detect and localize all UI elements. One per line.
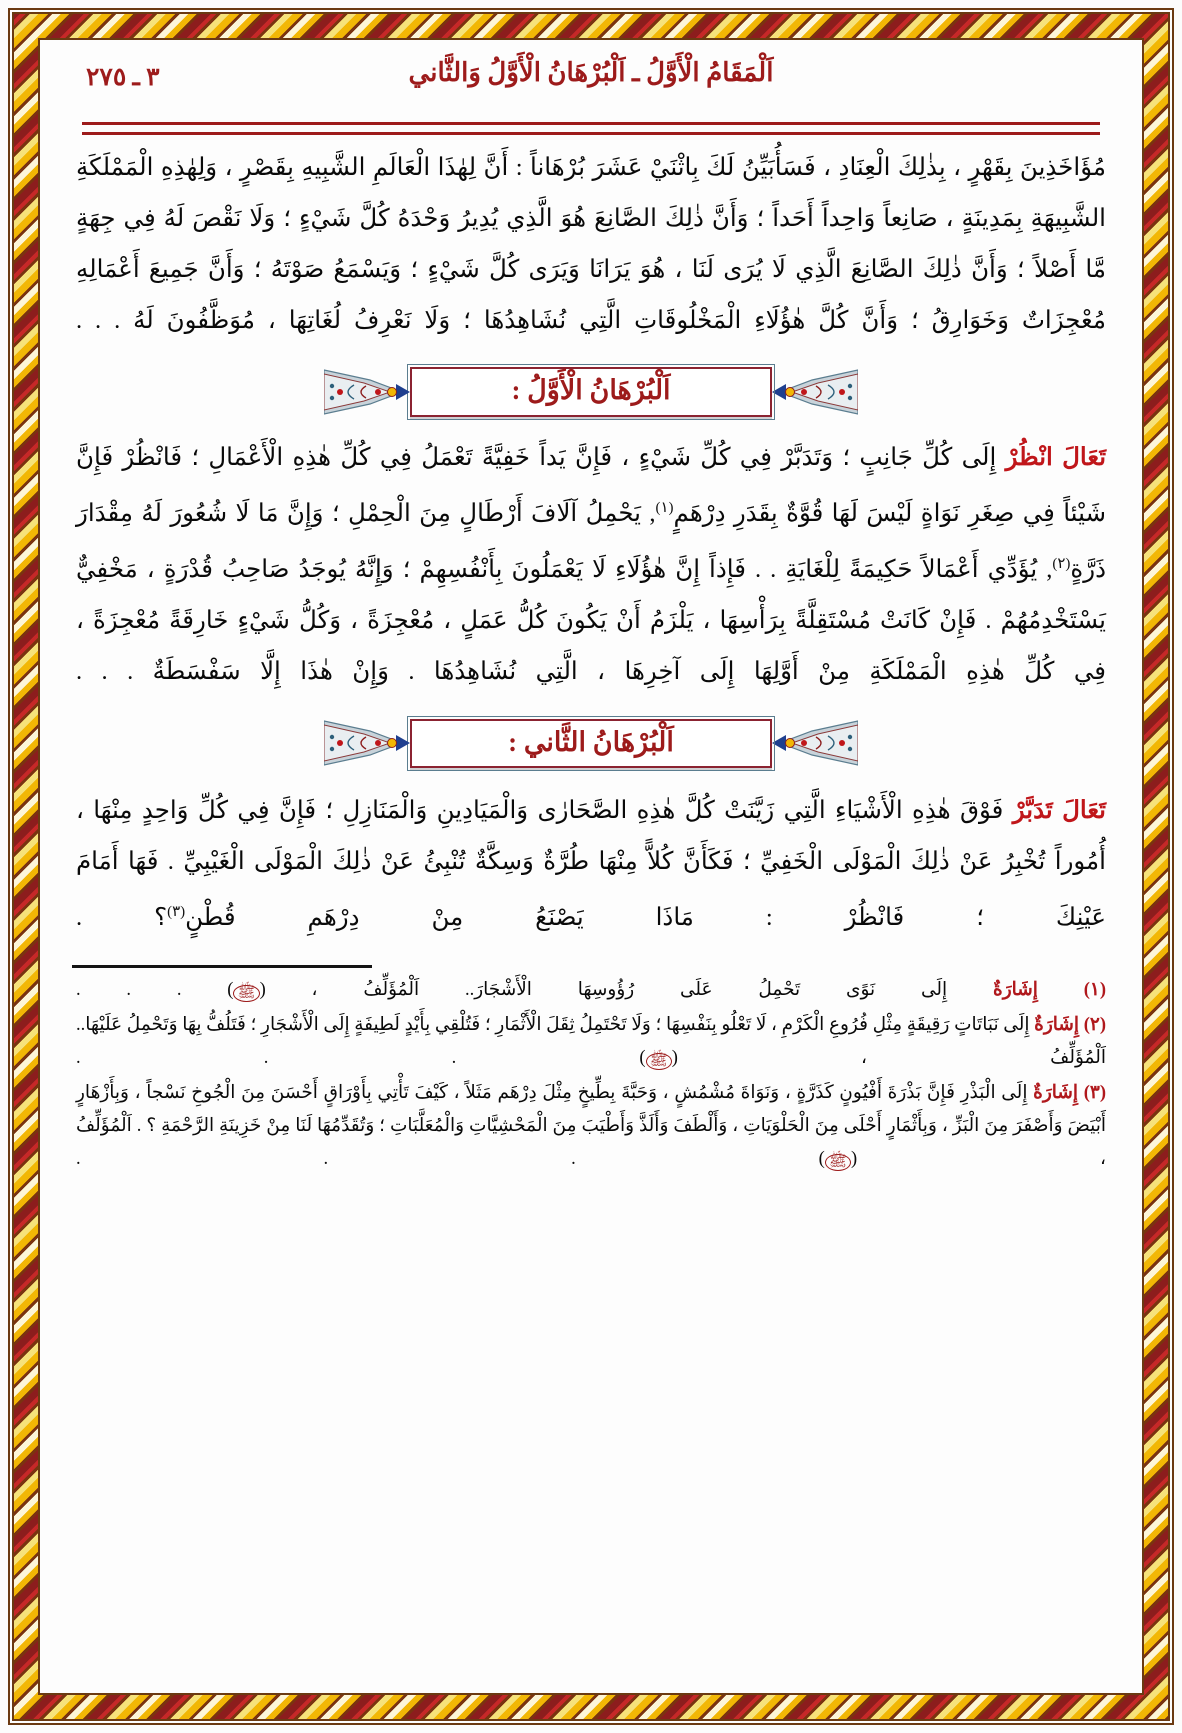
first-proof-lead: تَعَالَ انْظُرْ [1005,444,1107,471]
footnote-marker-3[interactable]: (٣) [167,904,186,921]
footnote-item [76,1009,1106,1075]
ornament-left-icon [772,366,858,418]
first-proof-text-b: , يَحْمِلُ آلَافَ أَرْطَالٍ مِنَ الْحِمْلِ ؛ وَإِنَّ مَا لَا شُعُورَ لَهُ مِقْدَارَ ذَرَّةٍ [76,500,1106,584]
section-heading-first-proof [72,362,1110,422]
footnote-text: إِلَى الْبَذْرِ فَإِنَّ بَذْرَةَ أَفْيُونٍ كَذَرَّةٍ ، وَنَوَاةَ مُشْمُشٍ ، وَحَبَّةَ بِطِّيخٍ مِثْلَ دِرْهَم مَثَلاً ، كَيْفَ تَأْتِي بِأَوْرَاقٍ أَحْسَنَ مِنَ الْجُوخِ نَسْجاً ، وَبِأَزْهَارٍ أَبْيَضَ وَأَصْفَرَ مِنَ الْبَزِّ ، وَبِأَثْمَارٍ أَحْلَى مِنَ الْحَلْوَيَاتِ ، وَأَلْطَفَ وَأَلَذَّ وَأَطْيَبَ مِنَ الْمَحْشِيَّاتِ وَالْمُعَلَّبَاتِ ؛ وَتُقَدِّمُهَا لَنَا مِنْ خَزِينَةِ الرَّحْمَةِ ؟ . اَلْمُؤَلِّفُ ، ( [76,1083,1106,1170]
footnote-number: (٢) [1083,1015,1107,1036]
footnote-number: (٣) [1083,1083,1107,1104]
footnote-item [76,974,1106,1007]
intro-paragraph: مُؤَاخَذِينَ بِقَهْرٍ ، بِذٰلِكَ الْعِنَادِ ، فَسَأُبَيِّنُ لَكَ بِاثْنَيْ عَشَرَ بُرْهَاناً : أَنَّ لِهٰذَا الْعَالَمِ الشَّبِيهِ بِقَصْرٍ ، وَلِهٰذِهِ الْمَمْلَكَةِ الشَّبِيهَةِ بِمَدِينَةٍ ، صَانِعاً وَاحِداً أَحَداً ؛ وَأَنَّ ذٰلِكَ الصَّانِعَ هُوَ الَّذِي يُدِيرُ وَحْدَهُ كُلَّ شَيْءٍ ؛ وَلَا نَقْصَ لَهُ فِي جِهَةٍ مَّا أَصْلاً ؛ وَأَنَّ ذٰلِكَ الصَّانِعَ الَّذِي لَا يُرَى لَنَا ، هُوَ يَرَانَا وَيَرَى كُلَّ شَيْءٍ ؛ وَيَسْمَعُ صَوْتَهُ ؛ وَأَنَّ جَمِيعَ أَعْمَالِهِ مُعْجِزَاتٌ وَخَوَارِقُ ؛ وَأَنَّ كُلَّ هٰؤُلَاءِ الْمَخْلُوقَاتِ الَّتِي نُشَاهِدُهَا ؛ وَلَا نَعْرِفُ لُغَاتِهَا ، مُوَظَّفُونَ لَهُ . . . [76,154,1106,334]
footnote-tail: ) . . . [76,1048,646,1069]
page-title: اَلْمَقَامُ الْأَوَّلُ ـ اَلْبُرْهَانُ الْأَوَّلُ وَالثَّاني [408,58,774,87]
footnotes-section [72,974,1110,1176]
page-header [72,50,1110,128]
heading-text-second-proof: اَلْبُرْهَانُ الثَّاني : [508,726,674,757]
first-proof-text-c: , يُؤَدِّي أَعْمَالاً حَكِيمَةً لِلْغَايَةِ . . فَإِذاً إِنَّ هٰؤُلَاءِ لَا يَعْمَلُونَ بِأَنْفُسِهِمْ ؛ وَإِنَّهُ يُوجَدُ صَاحِبُ قُدْرَةٍ ، مَخْفِيٌّ يَسْتَخْدِمُهُمْ . فَإِنْ كَانَتْ مُسْتَقِلَّةً بِرَأْسِهَا ، يَلْزَمُ أَنْ يَكُونَ كُلُّ عَمَلٍ ، مُعْجِزَةً ، وَكُلُّ شَيْءٍ خَارِقَةً مُعْجِزَةً ، فِي كُلِّ هٰذِهِ الْمَمْلَكَةِ مِنْ أَوَّلِهَا إِلَى آخِرِهَا ، الَّتِي نُشَاهِدُهَا . وَإِنْ هٰذَا إِلَّا سَفْسَطَةٌ . . . [76,556,1106,686]
footnote-tail: ) . . . [76,1149,825,1170]
footnote-text: إِلَى نَوًى تَحْمِلُ عَلَى رُؤُوسِهَا الْأَشْجَارَ.. اَلْمُؤَلِّفُ ، ( [259,980,948,1001]
second-proof-lead: تَعَالَ تَدَبَّرْ [1012,797,1106,825]
first-proof-paragraph [72,432,1110,697]
footnote-lead: إِشَارَةٌ [1033,1083,1079,1104]
ornament-right-icon [324,366,410,418]
footnote-lead: إِشَارَةٌ [993,980,1038,1001]
header-divider [82,122,1100,135]
ornament-right-icon [324,717,410,769]
footnote-text: إِلَى نَبَاتَاتٍ رَقِيقَةٍ مِثْلِ فُرُوعِ الْكَرْمِ ، لَا تَعْلُو بِنَفْسِهَا ؛ وَلَا تَحْتَمِلُ ثِقَلَ الْأَثْمَارِ ؛ فَتُلْقِي بِأَيْدٍ لَطِيفَةٍ إِلَى الْأَشْجَارِ ؛ فَتَلُفُّ بِهَا وَتَحْمِلُ عَلَيْهَا.. اَلْمُؤَلِّفُ ، ( [76,1015,1106,1069]
heading-box-first-proof [410,367,772,416]
salawat-seal-icon: ﷺ [233,985,259,1002]
salawat-seal-icon: ﷺ [825,1154,851,1171]
footnote-separator [72,965,372,968]
footnote-item [76,1077,1106,1176]
second-proof-paragraph [72,785,1110,943]
footnote-tail: ) . . . [76,980,234,1001]
footnote-marker-1[interactable]: (١) [655,500,674,516]
footnote-marker-2[interactable]: (٢) [1052,556,1071,573]
page-content [62,50,1120,1675]
footnote-number: (١) [1083,980,1106,1001]
second-proof-tail: ؟ . [76,904,168,932]
page-number: ٣ ـ ٢٧٥ [86,64,160,91]
heading-text-first-proof: اَلْبُرْهَانُ الْأَوَّلُ : [511,375,671,406]
footnote-lead: إِشَارَةٌ [1034,1015,1080,1036]
section-heading-second-proof [72,713,1110,773]
ornament-left-icon [772,717,858,769]
heading-box-second-proof [410,719,772,768]
second-proof-text: فَوْقَ هٰذِهِ الْأَشْيَاءِ الَّتِي زَيَّنَتْ كُلَّ هٰذِهِ الصَّحَارٰى وَالْمَيَادِينِ وَالْمَنَازِلِ ؛ فَإِنَّ فِي كُلِّ وَاحِدٍ مِنْهَا ، أُمُوراً تُخْبِرُ عَنْ ذٰلِكَ الْمَوْلَى الْخَفِيِّ ؛ فَكَأَنَّ كُلاًّ مِنْهَا طُرَّةٌ وَسِكَّةٌ تُنْبِئُ عَنْ ذٰلِكَ الْمَوْلَى الْغَيْبِيِّ . فَهَا أَمَامَ عَيْنِكَ ؛ فَانْظُرْ : مَاذَا يَصْنَعُ مِنْ دِرْهَمِ قُطْنٍ [76,797,1106,932]
salawat-seal-icon: ﷺ [646,1053,672,1070]
first-proof-text-a: إِلَى كُلِّ جَانِبٍ ؛ وَتَدَبَّرْ فِي كُلِّ شَيْءٍ ، فَإِنَّ يَداً خَفِيَّةً تَعْمَلُ فِي كُلِّ هٰذِهِ الْأَعْمَالِ ؛ فَانْظُرْ فَإِنَّ شَيْئاً فِي صِغَرِ نَوَاةٍ لَيْسَ لَهَا قُوَّةٌ بِقَدَرِ دِرْهَمٍ [76,444,1106,528]
